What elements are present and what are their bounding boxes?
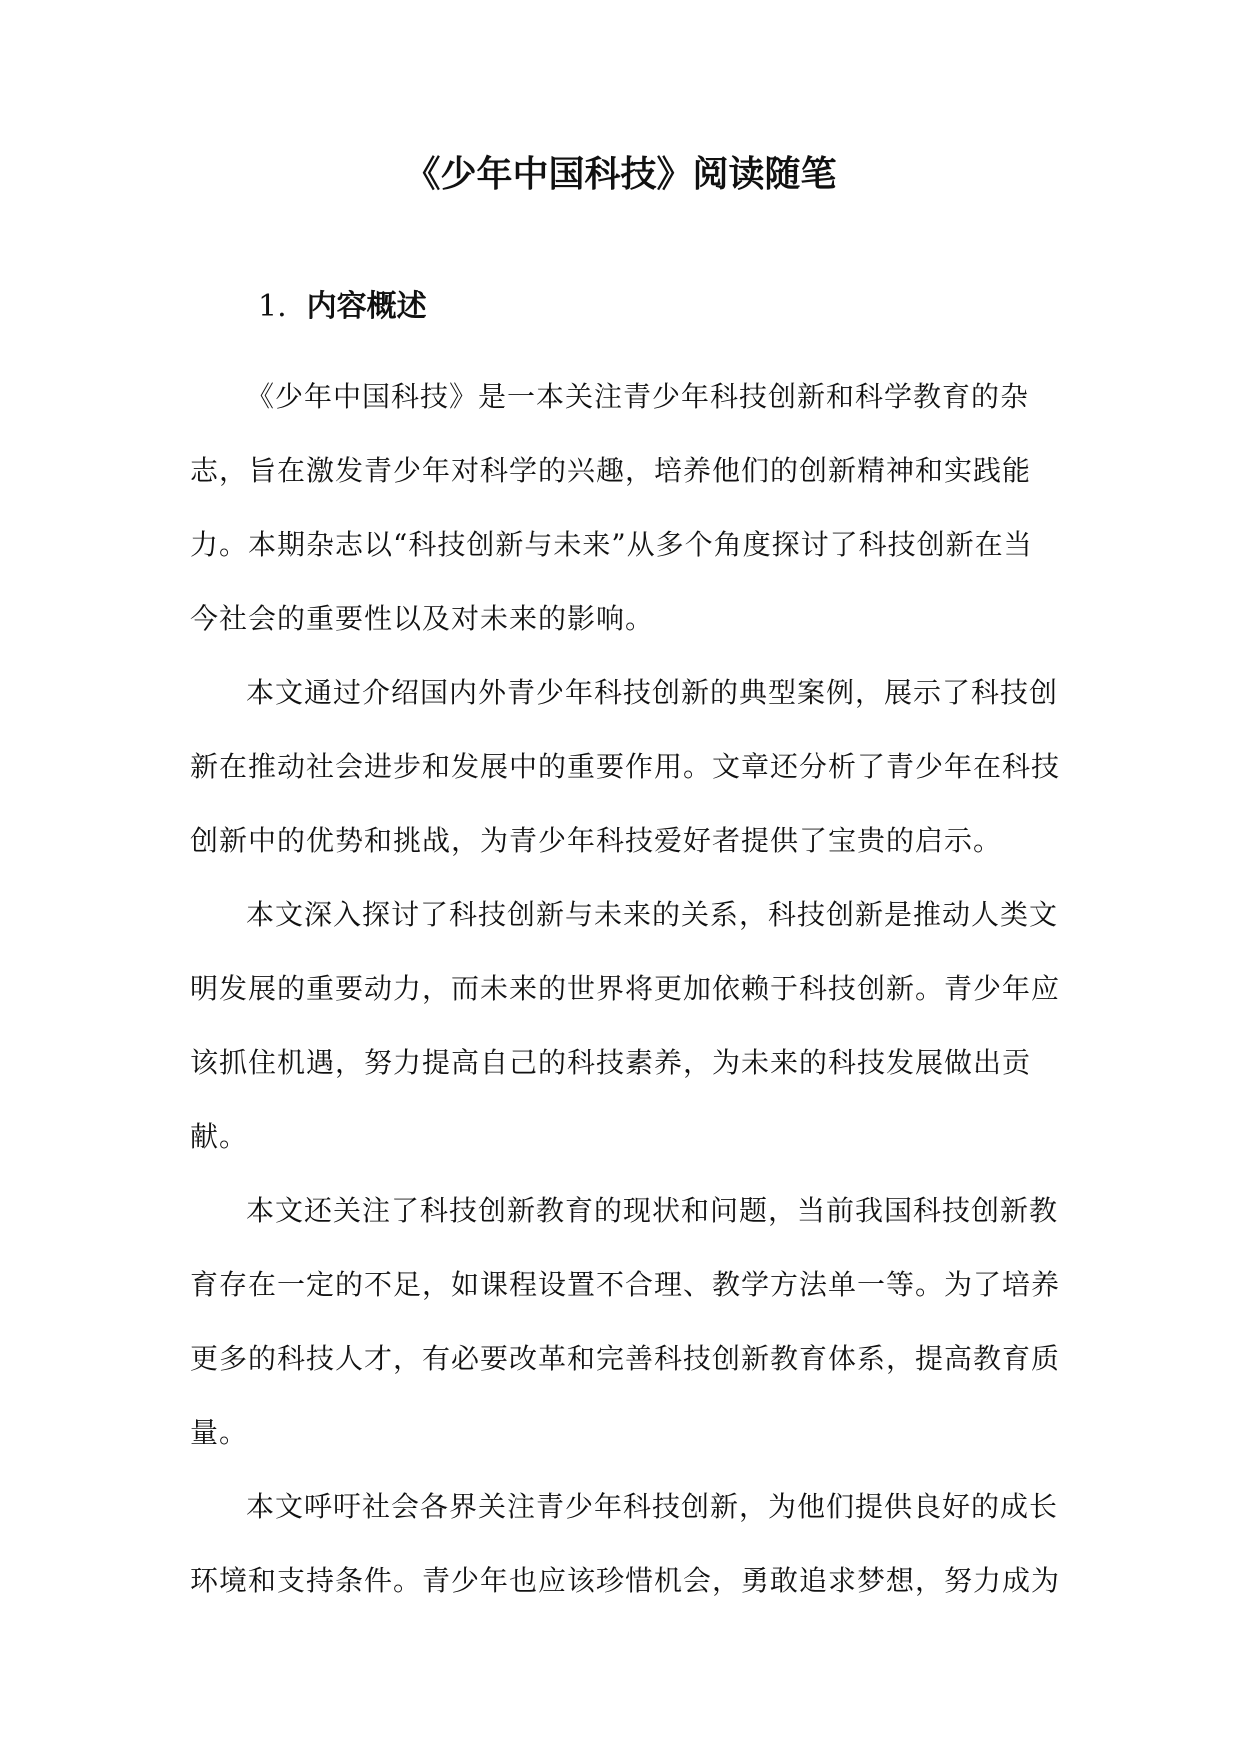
paragraph: 本文还关注了科技创新教育的现状和问题，当前我国科技创新教育存在一定的不足，如课程设置不合理、教学方法单一等。为了培养更多的科技人才，有必要改革和完善科技创新教育体系，提高教育质量。 [190, 1194, 1061, 1449]
section-heading [258, 285, 427, 329]
document-body [190, 360, 1060, 1618]
paragraph: 本文呼吁社会各界关注青少年科技创新，为他们提供良好的成长环境和支持条件。青少年也应该珍惜机会，勇敢追求梦想，努力成为 [190, 1490, 1061, 1597]
paragraph: 本文深入探讨了科技创新与未来的关系，科技创新是推动人类文明发展的重要动力，而未来的世界将更加依赖于科技创新。青少年应该抓住机遇，努力提高自己的科技素养，为未来的科技发展做出贡献。 [190, 898, 1061, 1153]
section-heading-text: 内容概述 [306, 289, 427, 324]
document-title: 《少年中国科技》阅读随笔 [404, 154, 837, 195]
paragraph: 《少年中国科技》是一本关注青少年科技创新和科学教育的杂志，旨在激发青少年对科学的兴趣，培养他们的创新精神和实践能力。本期杂志以“科技创新与未来”从多个角度探讨了科技创新在当今社会的重要性以及对未来的影响。 [190, 380, 1033, 635]
section-number: 1. [258, 289, 287, 324]
paragraph: 本文通过介绍国内外青少年科技创新的典型案例，展示了科技创新在推动社会进步和发展中的重要作用。文章还分析了青少年在科技创新中的优势和挑战，为青少年科技爱好者提供了宝贵的启示。 [190, 676, 1061, 857]
